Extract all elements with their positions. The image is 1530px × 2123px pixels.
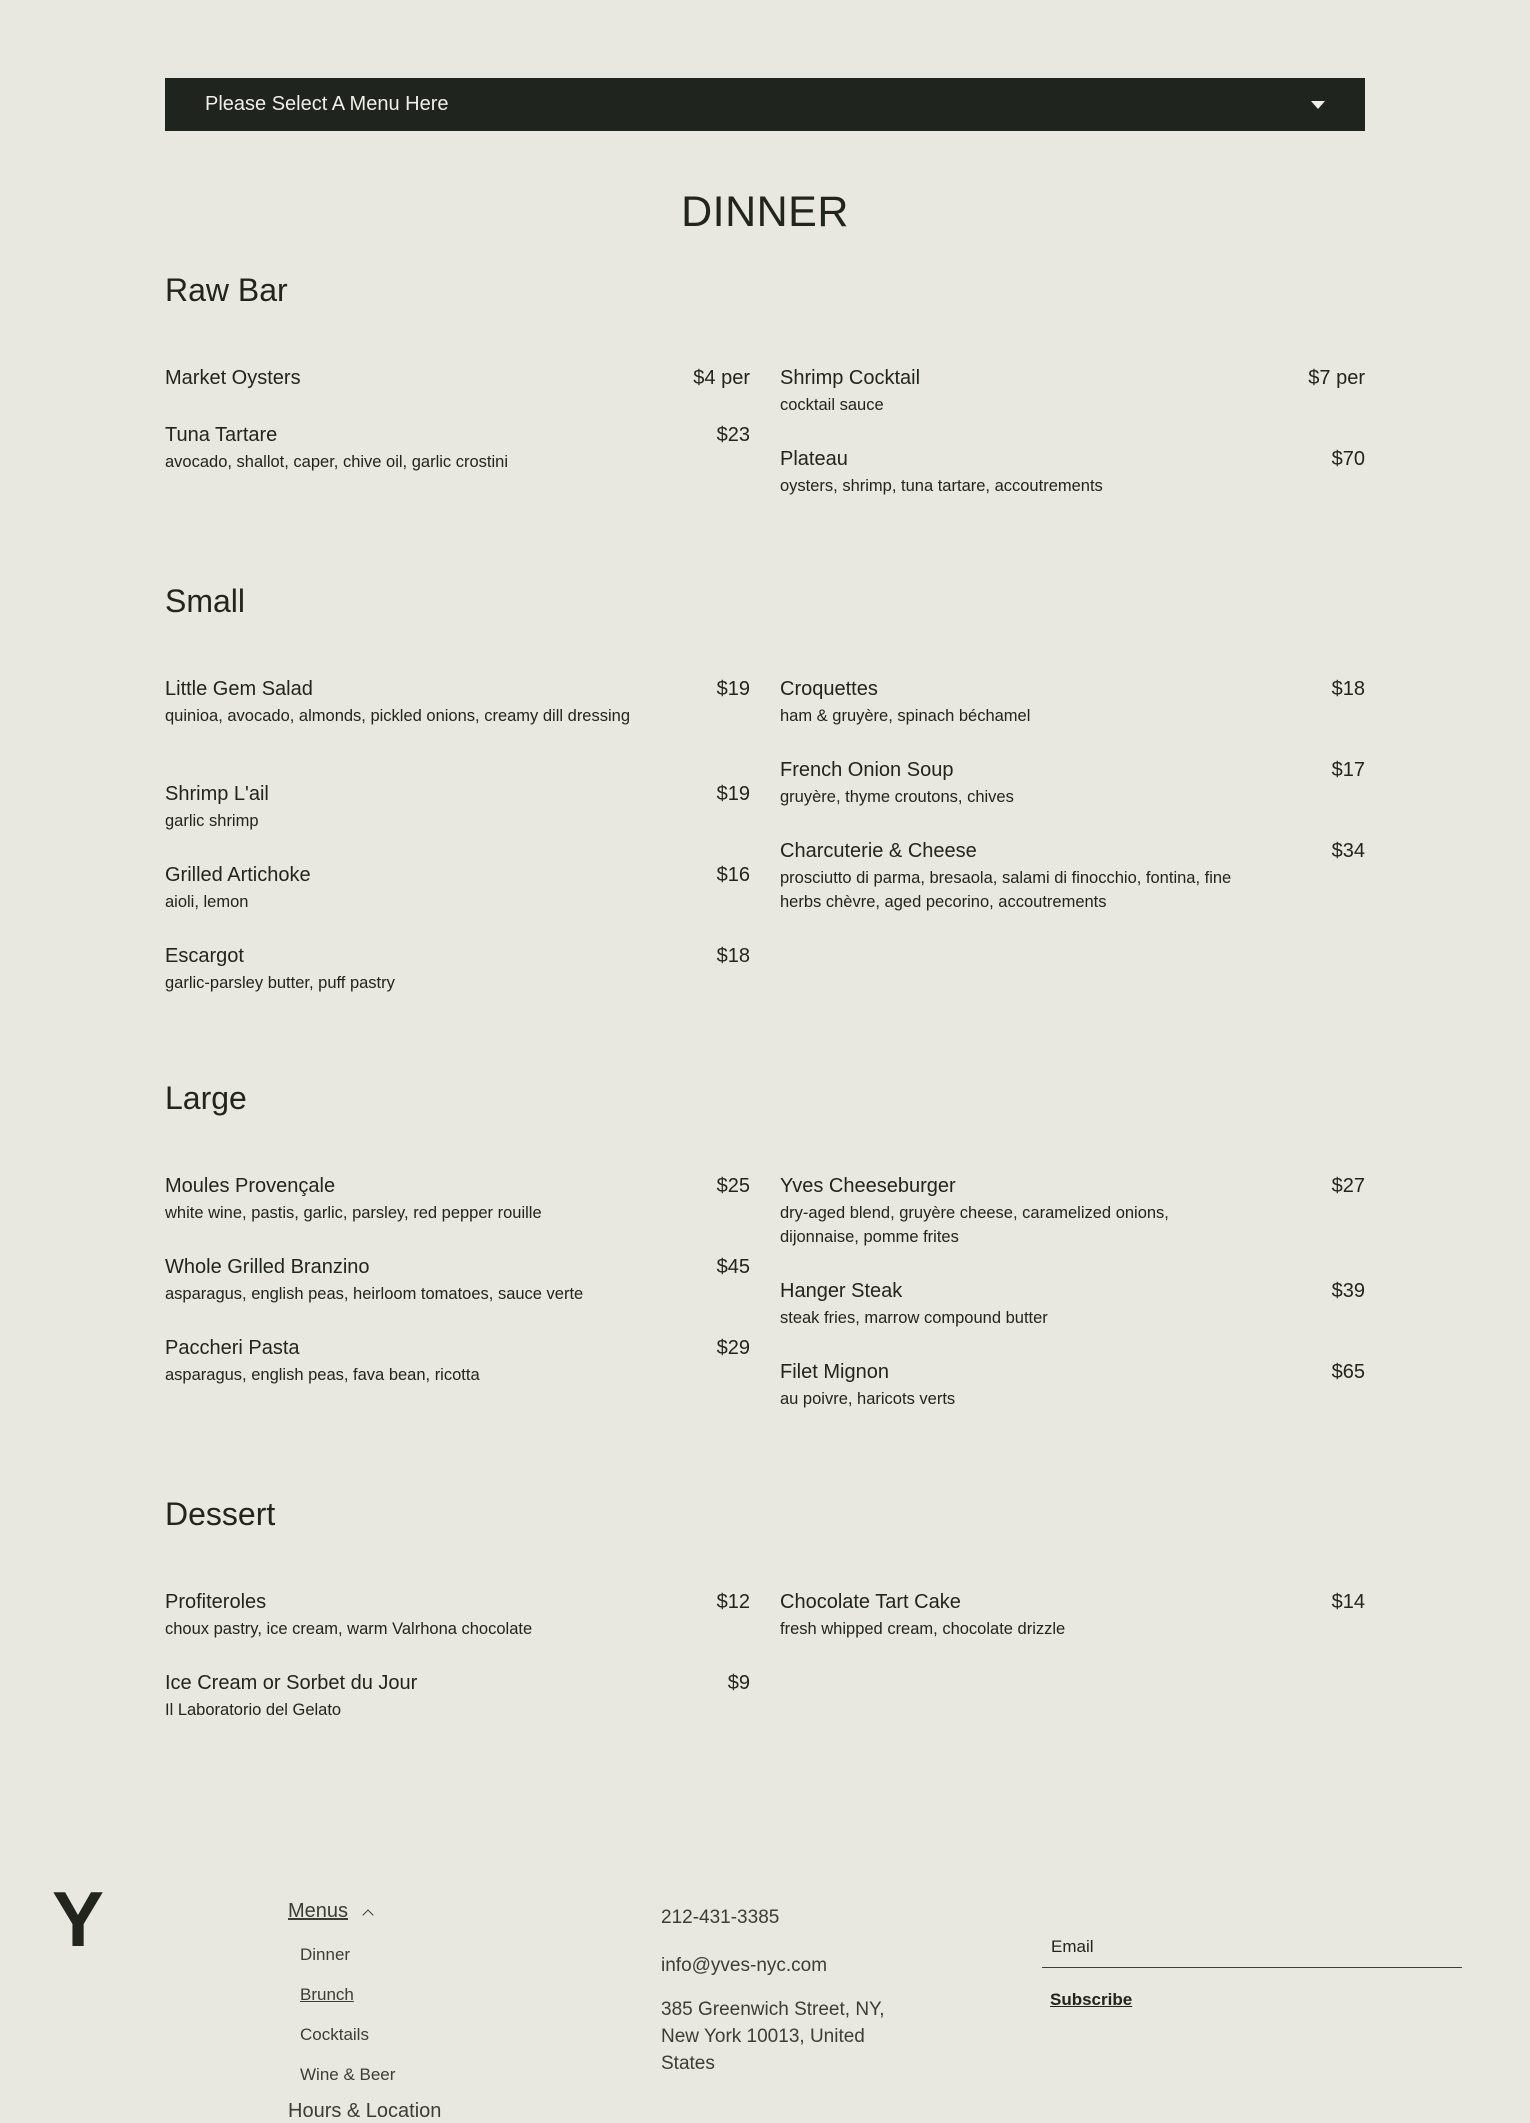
menu-item (780, 1591, 1365, 1641)
menus-label: Menus (288, 1900, 349, 1922)
item-description: garlic shrimp (165, 812, 259, 830)
item-description: white wine, pastis, garlic, parsley, red pepper rouille (165, 1204, 542, 1222)
item-name: Shrimp Cocktail (780, 367, 921, 389)
subscribe-button[interactable]: Subscribe (1050, 1990, 1133, 2009)
menu-selector[interactable] (165, 78, 1365, 131)
item-description: asparagus, english peas, fava bean, ricotta (165, 1366, 480, 1384)
item-price: $7 per (1308, 367, 1365, 389)
item-price: $34 (1331, 840, 1365, 862)
menu-item (165, 367, 750, 390)
footer-link-brunch[interactable]: Brunch (300, 1985, 354, 2004)
menu-item (165, 424, 750, 474)
item-price: $27 (1331, 1175, 1365, 1197)
item-name: Tuna Tartare (165, 424, 278, 446)
item-description: garlic-parsley butter, puff pastry (165, 974, 395, 992)
item-name: French Onion Soup (780, 759, 954, 781)
menu-item (780, 1361, 1365, 1411)
section-title: Raw Bar (165, 272, 288, 308)
item-description: cocktail sauce (780, 396, 884, 414)
phone-link[interactable]: 212-431-3385 (661, 1907, 780, 1928)
caret-down-icon (1311, 101, 1325, 109)
item-description: aioli, lemon (165, 893, 249, 911)
item-price: $14 (1331, 1591, 1365, 1613)
section-title: Large (165, 1080, 247, 1116)
item-description: Il Laboratorio del Gelato (165, 1701, 342, 1719)
item-name: Chocolate Tart Cake (780, 1591, 961, 1613)
item-price: $65 (1331, 1361, 1365, 1383)
item-description: choux pastry, ice cream, warm Valrhona chocolate (165, 1620, 533, 1638)
item-price: $18 (1331, 678, 1365, 700)
footer-link-cocktails[interactable]: Cocktails (300, 2025, 369, 2044)
item-name: Little Gem Salad (165, 678, 313, 700)
item-price: $39 (1331, 1280, 1365, 1302)
item-description: oysters, shrimp, tuna tartare, accoutrements (780, 477, 1103, 495)
item-price: $19 (716, 783, 750, 805)
menu-item (165, 1256, 750, 1306)
footer-nav (288, 1900, 442, 2122)
item-name: Grilled Artichoke (165, 864, 311, 886)
menu-item (780, 1175, 1365, 1249)
menu-item (780, 1280, 1365, 1330)
item-name: Yves Cheeseburger (780, 1175, 956, 1197)
logo[interactable]: Y (52, 1875, 105, 1963)
section-title: Small (165, 583, 246, 619)
item-description: au poivre, haricots verts (780, 1390, 956, 1408)
item-description: quinioa, avocado, almonds, pickled onions, creamy dill dressing (165, 707, 631, 725)
item-price: $19 (716, 678, 750, 700)
menu-item (780, 840, 1365, 914)
item-name: Shrimp L'ail (165, 783, 269, 805)
menu-item (165, 1337, 750, 1387)
footer-link-wine-beer[interactable]: Wine & Beer (300, 2065, 396, 2084)
item-name: Profiteroles (165, 1591, 267, 1613)
item-name: Whole Grilled Branzino (165, 1256, 370, 1278)
address-line: States (661, 2053, 715, 2074)
footer (0, 1870, 1530, 2121)
item-price: $12 (716, 1591, 750, 1613)
menu-item (165, 945, 750, 995)
item-description: prosciutto di parma, bresaola, salami di finocchio, fontina, fine herbs chèvre, aged pecorino, accoutrements (780, 869, 1232, 911)
menu-item (780, 678, 1365, 728)
item-description: avocado, shallot, caper, chive oil, garlic crostini (165, 453, 509, 471)
item-name: Escargot (165, 945, 244, 967)
menu-item (165, 1175, 750, 1225)
address-line: 385 Greenwich Street, NY, (661, 1999, 885, 2020)
item-price: $4 per (693, 367, 750, 389)
item-name: Paccheri Pasta (165, 1337, 300, 1359)
item-name: Hanger Steak (780, 1280, 903, 1302)
menu-item (780, 448, 1365, 498)
item-name: Moules Provençale (165, 1175, 336, 1197)
menu-item (780, 759, 1365, 809)
item-price: $70 (1331, 448, 1365, 470)
item-price: $29 (716, 1337, 750, 1359)
menu-item (165, 864, 750, 914)
item-description: dry-aged blend, gruyère cheese, caramelized onions, dijonnaise, pomme frites (780, 1204, 1169, 1246)
item-price: $17 (1331, 759, 1365, 781)
item-price: $45 (716, 1256, 750, 1278)
menu-item (165, 1672, 750, 1722)
item-description: fresh whipped cream, chocolate drizzle (780, 1620, 1066, 1638)
menu-title: DINNER (681, 188, 849, 236)
newsletter-email-wrapper (1042, 1933, 1462, 1968)
menu-item (165, 783, 750, 833)
item-name: Croquettes (780, 678, 878, 700)
item-name: Filet Mignon (780, 1361, 889, 1383)
item-price: $25 (716, 1175, 750, 1197)
item-name: Charcuterie & Cheese (780, 840, 977, 862)
item-price: $16 (716, 864, 750, 886)
chevron-up-icon (362, 1909, 373, 1920)
item-price: $9 (727, 1672, 750, 1694)
item-name: Market Oysters (165, 367, 301, 389)
item-description: ham & gruyère, spinach béchamel (780, 707, 1031, 725)
address-line: New York 10013, United (661, 2026, 865, 2047)
newsletter-email-input[interactable] (1042, 1933, 1462, 1961)
email-link[interactable]: info@yves-nyc.com (661, 1955, 828, 1976)
item-description: gruyère, thyme croutons, chives (780, 788, 1014, 806)
menu-item (780, 367, 1365, 417)
item-description: asparagus, english peas, heirloom tomatoes, sauce verte (165, 1285, 584, 1303)
item-name: Plateau (780, 448, 848, 470)
footer-link-dinner[interactable]: Dinner (300, 1945, 351, 1964)
section-title: Dessert (165, 1496, 276, 1532)
menu-item (165, 1591, 750, 1641)
item-price: $23 (716, 424, 750, 446)
item-name: Ice Cream or Sorbet du Jour (165, 1672, 418, 1694)
menus-toggle[interactable] (288, 1900, 372, 1923)
menu-selector-label: Please Select A Menu Here (205, 93, 449, 115)
menu-item (165, 678, 750, 728)
footer-link-hours-location[interactable]: Hours & Location (288, 2100, 442, 2122)
item-description: steak fries, marrow compound butter (780, 1309, 1048, 1327)
item-price: $18 (716, 945, 750, 967)
